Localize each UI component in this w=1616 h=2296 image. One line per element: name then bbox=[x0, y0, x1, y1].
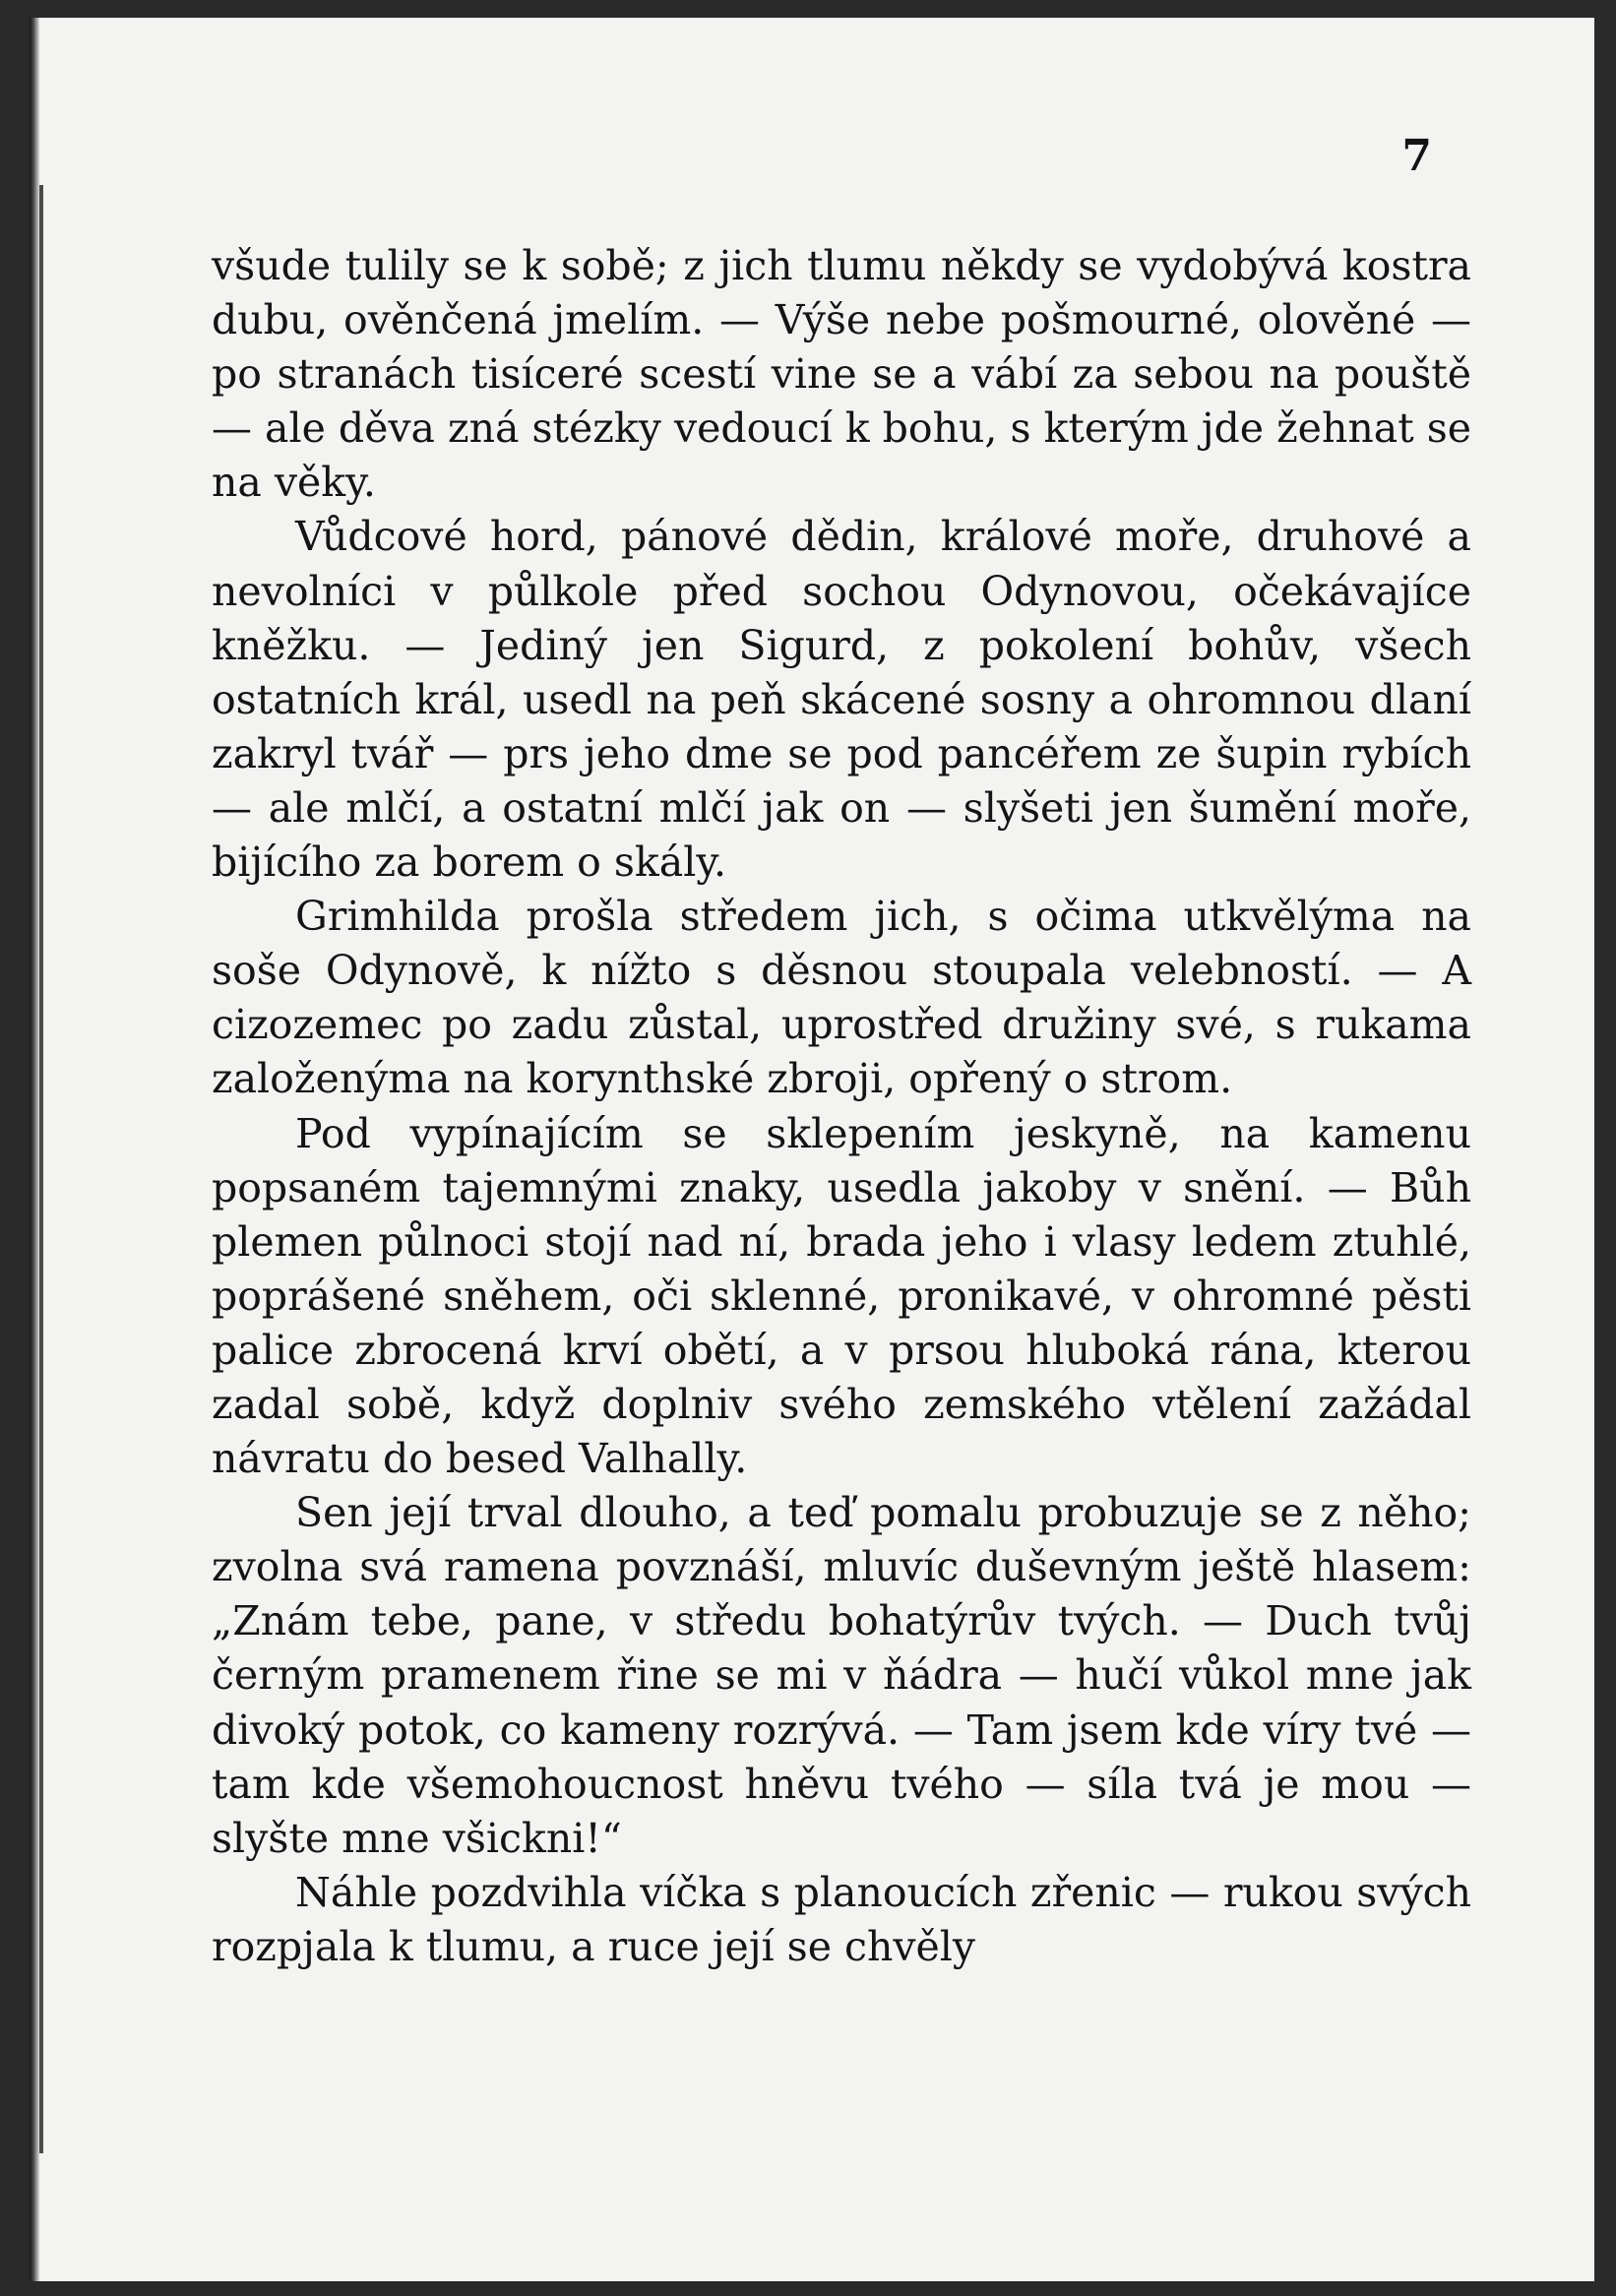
paragraph-continued: všude tulily se k sobě; z jich tlumu někdy se vydobývá kostra dubu, ověnčená jmelím. — Výše nebe pošmourné, olověné — po stranách tisíceré scestí vine se a vábí za sebou na pouště — ale děva zná stézky vedoucí k bohu, s kterým jde žehnat se na věky. bbox=[212, 242, 1472, 507]
paragraph: Pod vypínajícím se sklepením jeskyně, na kamenu popsaném tajemnými znaky, usedla jakoby v snění. — Bůh plemen půlnoci stojí nad ní, brada jeho i vlasy ledem ztuhlé, poprášené sněhem, oči sklenné, pronikavé, v ohromné pěsti palice zbrocená krví obětí, a v prsou hluboká rána, kterou zadal sobě, když doplniv svého zemského vtělení zažádal návratu do besed Valhally. bbox=[212, 1109, 1471, 1483]
paragraph: Sen její trval dlouho, a teď pomalu probuzuje se z něho; zvolna svá ramena povznáší, mluvíc duševným ještě hlasem: „Znám tebe, pane, v středu bohatýrův tvých. — Duch tvůj černým pramenem řine se mi v ňádra — hučí vůkol mne jak divoký potok, co kameny rozrývá. — Tam jsem kde víry tvé — tam kde všemohoucnost hněvu tvého — síla tvá je mou — slyšte mne všickni!“ bbox=[212, 1489, 1471, 1862]
page-edge-shadow bbox=[30, 18, 39, 2281]
page-number: 7 bbox=[1401, 131, 1432, 181]
binding-margin-line bbox=[39, 185, 43, 2153]
paragraph: Náhle pozdvihla víčka s planoucích zřenic — rukou svých rozpjala k tlumu, a ruce její se chvěly bbox=[212, 1868, 1471, 1970]
body-text bbox=[212, 239, 1471, 1974]
book-page bbox=[30, 18, 1594, 2281]
paragraph: Grimhilda prošla středem jich, s očima utkvělýma na soše Odynově, k nížto s děsnou stoupala velebností. — A cizozemec po zadu zůstal, uprostřed družiny své, s rukama založenýma na korynthské zbroji, opřený o strom. bbox=[212, 893, 1471, 1103]
paragraph: Vůdcové hord, pánové dědin, králové moře, druhové a nevolníci v půlkole před sochou Odynovou, očekávajíce kněžku. — Jediný jen Sigurd, z pokolení bohův, všech ostatních král, usedl na peň skácené sosny a ohromnou dlaní zakryl tvář — prs jeho dme se pod pancéřem ze šupin rybích — ale mlčí, a ostatní mlčí jak on — slyšeti jen šumění moře, bijícího za borem o skály. bbox=[212, 513, 1471, 887]
